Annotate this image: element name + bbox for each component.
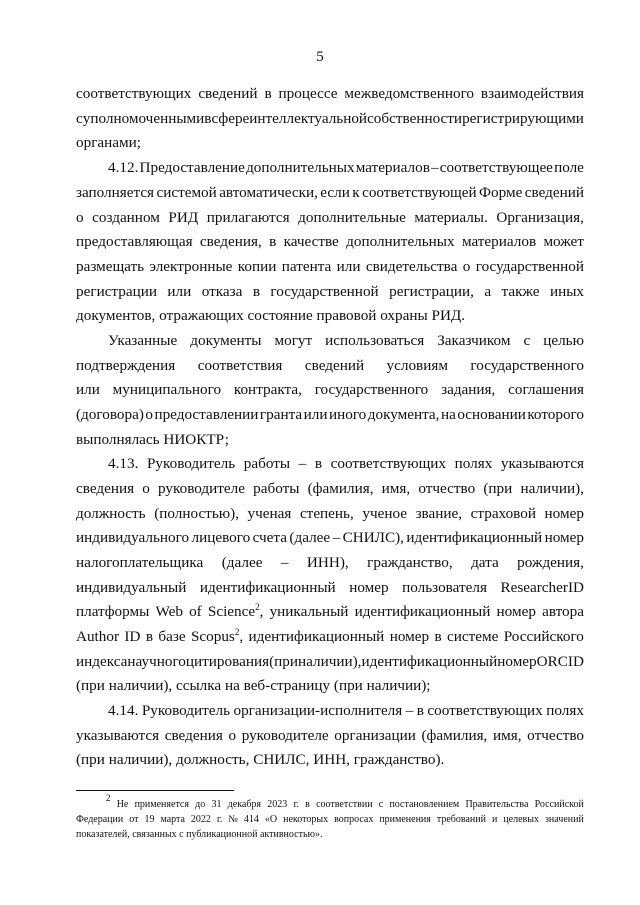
text-line: размещать электронные копии патента или свидетельства о государственной bbox=[76, 258, 584, 275]
text-line: с уполномоченными в сфере интеллектуальной собственности регистрирующими bbox=[76, 110, 584, 127]
text-line: органами; bbox=[76, 134, 141, 151]
text-line: платформы Web of Science$^2$, уникальный идентификационный номер автора bbox=[76, 602, 584, 620]
page-number: 5 bbox=[316, 49, 324, 65]
text-line: Указанные документы могут использоваться Заказчиком с целью bbox=[108, 332, 584, 349]
footnote-separator bbox=[76, 790, 234, 791]
text-line: Author ID в базе Scopus$^2$, идентификационный номер в системе Российского bbox=[76, 627, 584, 645]
text-line: (при наличии), должность, СНИЛС, ИНН, гражданство). bbox=[76, 751, 445, 768]
text-line: индивидуального лицевого счета (далее – СНИЛС), идентификационный номер bbox=[76, 529, 584, 546]
footnote-line: показателей, связанных с публикационной активностью». bbox=[76, 829, 323, 840]
text-line: сведения о руководителе работы (фамилия, имя, отчество (при наличии), bbox=[76, 480, 584, 497]
text-line: указываются сведения о руководителе организации (фамилия, имя, отчество bbox=[76, 727, 584, 744]
text-line: (договора) о предоставлении гранта или иного документа, на основании которого bbox=[76, 406, 584, 423]
text-line: документов, отражающих состояние правовой охраны РИД. bbox=[76, 307, 466, 324]
text-line: о созданном РИД прилагаются дополнительные материалы. Организация, bbox=[76, 209, 584, 226]
text-line: индекса научного цитирования (при наличии), идентификационный номер ORCID bbox=[76, 653, 584, 670]
text-line: 4.14. Руководитель организации-исполнителя – в соответствующих полях bbox=[108, 702, 584, 719]
text-line: индивидуальный идентификационный номер пользователя ResearcherID bbox=[76, 579, 584, 596]
text-line: 4.12. Предоставление дополнительных материалов – соответствующее поле bbox=[108, 159, 584, 176]
text-line: регистрации или отказа в государственной регистрации, а также иных bbox=[76, 283, 584, 300]
text-line: предоставляющая сведения, в качестве дополнительных материалов может bbox=[76, 233, 584, 250]
text-line: заполняется системой автоматически, если к соответствующей Форме сведений bbox=[76, 184, 584, 201]
footnote-line: $^2$ Не применяется до 31 декабря 2023 г. в соответствии с постановлением Правительства Российской bbox=[106, 793, 584, 810]
footnote-line: Федерации от 19 марта 2022 г. № 414 «О некоторых вопросах применения требований и целевых значений bbox=[76, 814, 584, 825]
text-line: выполнялась НИОКТР; bbox=[76, 431, 229, 448]
text-line: 4.13. Руководитель работы – в соответствующих полях указываются bbox=[108, 455, 584, 472]
text-line: должность (полностью), ученая степень, ученое звание, страховой номер bbox=[76, 505, 584, 522]
text-line: (при наличии), ссылка на веб-страницу (при наличии); bbox=[76, 677, 431, 694]
text-line: подтверждения соответствия сведений условиям государственного bbox=[76, 357, 584, 374]
text-line: налогоплательщика (далее – ИНН), гражданство, дата рождения, bbox=[76, 554, 584, 571]
text-line: соответствующих сведений в процессе межведомственного взаимодействия bbox=[76, 85, 584, 102]
text-line: или муниципального контракта, государственного задания, соглашения bbox=[76, 381, 584, 398]
